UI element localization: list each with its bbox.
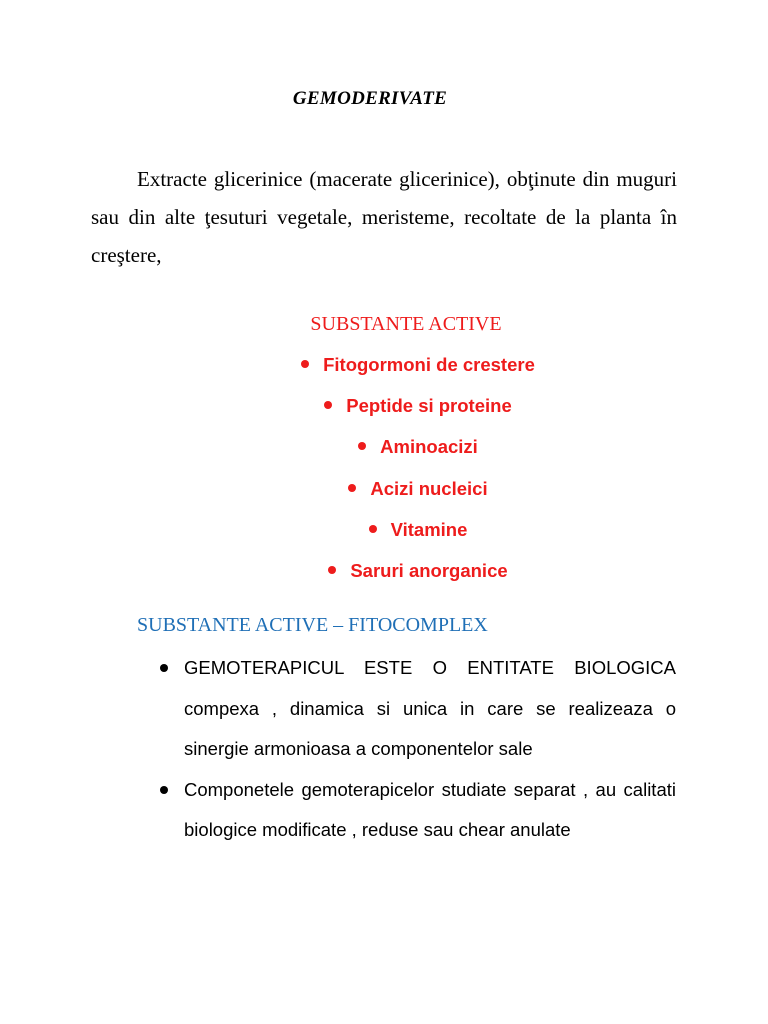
bullet-icon <box>369 525 377 533</box>
fitocomplex-list <box>160 648 676 851</box>
list-item: Acizi nucleici <box>0 472 768 513</box>
list-item: Peptide si proteine <box>0 389 768 430</box>
page-title: GEMODERIVATE <box>292 88 448 109</box>
active-substances-heading: SUBSTANTE ACTIVE <box>310 313 502 335</box>
list-item: Aminoacizi <box>0 430 768 471</box>
list-item: Componetele gemoterapicelor studiate separat , au calitati biologice modificate , reduse sau chear anulate <box>160 770 676 851</box>
bullet-icon <box>348 484 356 492</box>
intro-paragraph: Extracte glicerinice (macerate glicerinice), obţinute din muguri sau din alte ţesuturi vegetale, meristeme, recoltate de la planta în creştere, <box>91 167 677 267</box>
fitocomplex-heading: SUBSTANTE ACTIVE – FITOCOMPLEX <box>137 614 488 636</box>
bullet-icon <box>301 360 309 368</box>
bullet-icon <box>160 786 168 794</box>
list-item: Vitamine <box>0 513 768 554</box>
list-item: Fitogormoni de crestere <box>0 348 768 389</box>
active-substances-list <box>0 348 768 595</box>
bullet-icon <box>324 401 332 409</box>
list-item: GEMOTERAPICUL ESTE O ENTITATE BIOLOGICA compexa , dinamica si unica in care se realizeaza o sinergie armonioasa a componentelor sale <box>160 648 676 770</box>
bullet-icon <box>328 566 336 574</box>
list-item: Saruri anorganice <box>0 554 768 595</box>
bullet-icon <box>358 442 366 450</box>
bullet-icon <box>160 664 168 672</box>
